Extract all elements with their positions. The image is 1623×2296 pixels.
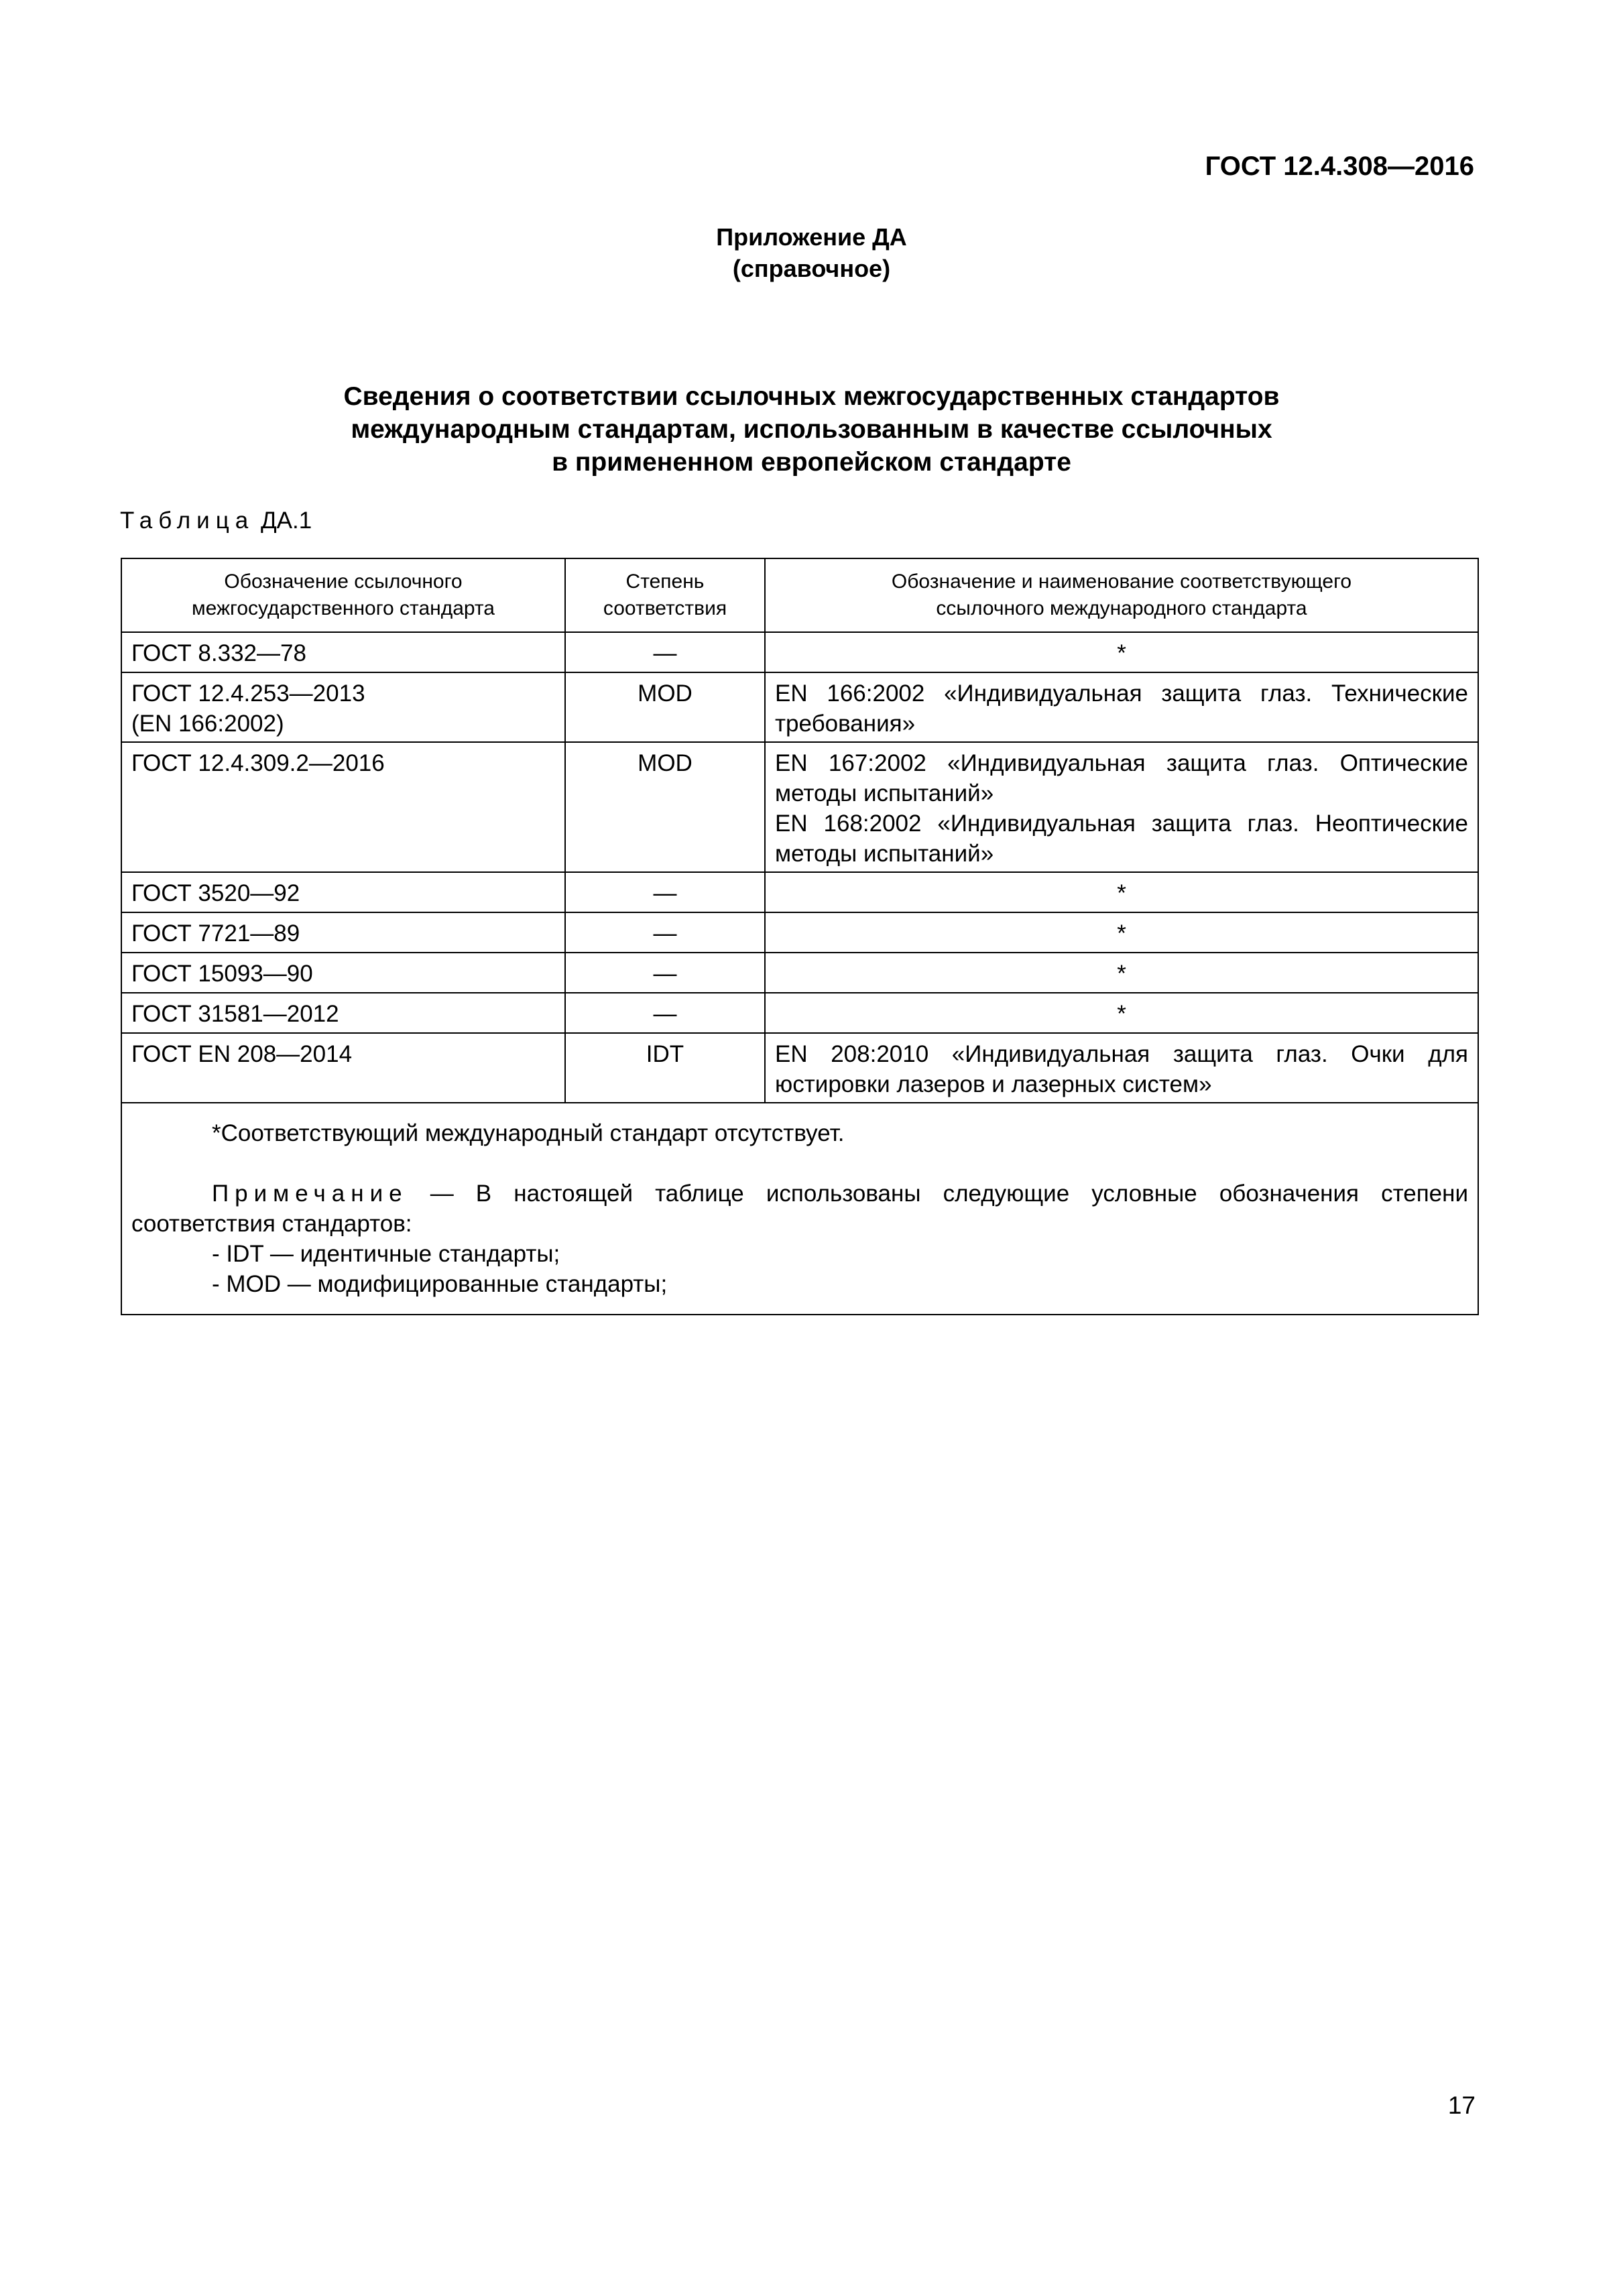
- table-header-row: [121, 558, 1478, 632]
- title-line-2: международным стандартам, использованным в качестве ссылочных: [351, 415, 1272, 444]
- cell-degree: IDT: [565, 1033, 765, 1103]
- cell-degree: —: [565, 953, 765, 993]
- cell-international: EN 167:2002 «Индивидуальная защита глаз. Оптические методы испытаний» EN 168:2002 «Индивидуальная защита глаз. Неоптические методы испытаний»: [765, 742, 1478, 872]
- table-row: [121, 953, 1478, 993]
- page-number: 17: [1447, 2092, 1476, 2119]
- cell-standard: ГОСТ 12.4.309.2—2016: [121, 742, 565, 872]
- cell-international: EN 166:2002 «Индивидуальная защита глаз. Технические требования»: [765, 672, 1478, 742]
- table-caption-word: Таблица: [120, 507, 255, 534]
- table-notes-row: [121, 1103, 1478, 1315]
- document-title: [0, 380, 1623, 479]
- cell-international: EN 208:2010 «Индивидуальная защита глаз. Очки для юстировки лазеров и лазерных систем»: [765, 1033, 1478, 1103]
- cell-international: *: [765, 993, 1478, 1033]
- table-note: [131, 1179, 1468, 1239]
- cell-standard: ГОСТ 12.4.253—2013 (EN 166:2002): [121, 672, 565, 742]
- note-item: - MOD — модифицированные стандарты;: [212, 1271, 668, 1297]
- title-line-3: в примененном европейском стандарте: [552, 448, 1071, 477]
- table-caption-number: ДА.1: [260, 507, 312, 534]
- cell-international: *: [765, 872, 1478, 912]
- table-row: [121, 632, 1478, 672]
- cell-degree: MOD: [565, 742, 765, 872]
- cell-standard: ГОСТ 3520—92: [121, 872, 565, 912]
- column-header-degree: Степень соответствия: [565, 558, 765, 632]
- appendix-kind: (справочное): [732, 255, 891, 282]
- cell-standard: ГОСТ EN 208—2014: [121, 1033, 565, 1103]
- cell-standard: ГОСТ 31581—2012: [121, 993, 565, 1033]
- cell-international: *: [765, 632, 1478, 672]
- note-item: - IDT — идентичные стандарты;: [212, 1241, 560, 1267]
- cell-degree: MOD: [565, 672, 765, 742]
- table-row: [121, 672, 1478, 742]
- table-notes: [121, 1103, 1478, 1315]
- table-row: [121, 912, 1478, 953]
- cell-standard: ГОСТ 7721—89: [121, 912, 565, 953]
- cell-degree: —: [565, 912, 765, 953]
- table-footnote: *Соответствующий международный стандарт отсутствует.: [212, 1120, 845, 1146]
- title-line-1: Сведения о соответствии ссылочных межгосударственных стандартов: [343, 382, 1280, 411]
- cell-international: *: [765, 953, 1478, 993]
- table-row: [121, 993, 1478, 1033]
- document-code: ГОСТ 12.4.308—2016: [1205, 152, 1474, 181]
- table-caption: [120, 507, 312, 534]
- cell-degree: —: [565, 632, 765, 672]
- column-header-standard: Обозначение ссылочного межгосударственного стандарта: [121, 558, 565, 632]
- cell-degree: —: [565, 993, 765, 1033]
- cell-standard: ГОСТ 8.332—78: [121, 632, 565, 672]
- column-header-international: Обозначение и наименование соответствующего ссылочного международного стандарта: [765, 558, 1478, 632]
- table-row: [121, 872, 1478, 912]
- note-text: — В настоящей таблице использованы следующие условные обозначения степени соответствия стандартов:: [131, 1181, 1469, 1237]
- cell-international: *: [765, 912, 1478, 953]
- appendix-heading: [0, 221, 1623, 284]
- table-row: [121, 742, 1478, 872]
- table-row: [121, 1033, 1478, 1103]
- note-label: Примечание: [212, 1181, 408, 1207]
- cell-standard: ГОСТ 15093—90: [121, 953, 565, 993]
- reference-table: [121, 558, 1479, 1315]
- cell-degree: —: [565, 872, 765, 912]
- appendix-title: Приложение ДА: [716, 223, 907, 251]
